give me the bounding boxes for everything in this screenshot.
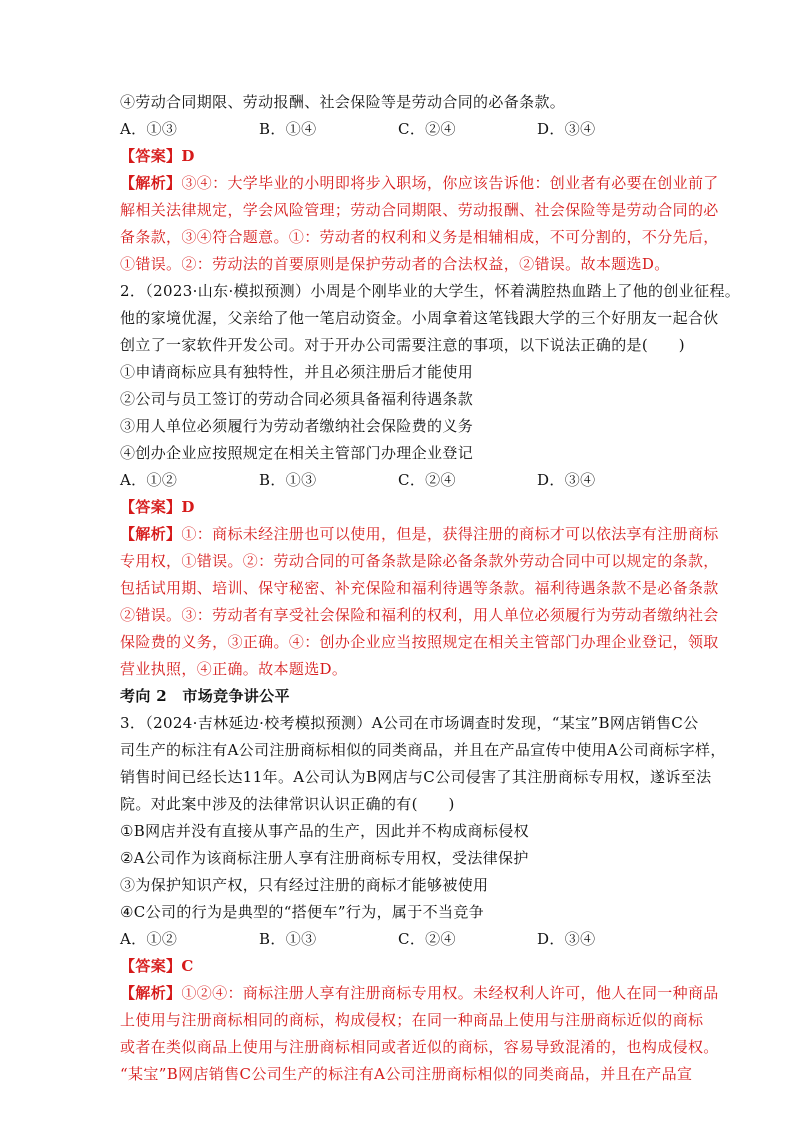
- document-page: [120, 92, 741, 1091]
- q3-option-b: B．①③: [259, 930, 317, 948]
- q3-statement-1: ①B网店并没有直接从事产品的生产，因此并不构成商标侵权: [120, 822, 529, 840]
- q3-analysis-line-2: 上使用与注册商标相同的商标，构成侵权；在同一种商品上使用与注册商标近似的商标: [120, 1011, 704, 1029]
- q3-answer: [120, 956, 690, 976]
- q2-options: [120, 470, 690, 490]
- q3-stem-line-1: 3．（2024·吉林延边·校考模拟预测）A公司在市场调查时发现，“某宝”B网店销售C公: [120, 714, 699, 732]
- q3-statement-2: ②A公司作为该商标注册人享有注册商标专用权，受法律保护: [120, 849, 529, 867]
- q2-analysis-label: 【解析】: [120, 525, 182, 543]
- q2-stem-line-1: 2．（2023·山东·模拟预测）小周是个刚毕业的大学生，怀着满腔热血踏上了他的创业征程。: [120, 282, 741, 300]
- q3-option-d: D．③④: [537, 930, 596, 948]
- q2-statement-4: ④创办企业应按照规定在相关主管部门办理企业登记: [120, 444, 474, 462]
- q2-analysis-line-4: ②错误。③：劳动者有享受社会保险和福利的权利，用人单位必须履行为劳动者缴纳社会: [120, 606, 719, 624]
- q2-stem-line-2: 他的家境优渥，父亲给了他一笔启动资金。小周拿着这笔钱跟大学的三个好朋友一起合伙: [120, 309, 719, 327]
- q2-option-c: C．②④: [398, 471, 456, 489]
- q2-statement-2: ②公司与员工签订的劳动合同必须具备福利待遇条款: [120, 390, 474, 408]
- q3-stem-line-4: 院。对此案中涉及的法律常识认识正确的有( ): [120, 795, 455, 813]
- q1-analysis-line-3: 备条款，③④符合题意。①：劳动者的权利和义务是相辅相成，不可分割的，不分先后，: [120, 228, 719, 246]
- q3-analysis-line-3: 或者在类似商品上使用与注册商标相同或者近似的商标，容易导致混淆的，也构成侵权。: [120, 1038, 719, 1056]
- q3-stem-line-3: 销售时间已经长达11年。A公司认为B网店与C公司侵害了其注册商标专用权，遂诉至法: [120, 768, 712, 786]
- q2-analysis-line-1: 【解析】①：商标未经注册也可以使用，但是，获得注册的商标才可以依法享有注册商标: [120, 525, 719, 543]
- q3-statement-3: ③为保护知识产权，只有经过注册的商标才能够被使用: [120, 876, 489, 894]
- q3-options: [120, 929, 690, 949]
- q1-answer-label: 【答案】: [120, 147, 182, 165]
- q2-statement-3: ③用人单位必须履行为劳动者缴纳社会保险费的义务: [120, 417, 474, 435]
- q1-option-c: C．②④: [398, 120, 456, 138]
- q1-options: [120, 119, 690, 139]
- q2-answer: [120, 497, 690, 517]
- q1-answer-value: D: [181, 147, 195, 165]
- q2-analysis-line-3: 包括试用期、培训、保守秘密、补充保险和福利待遇等条款。福利待遇条款不是必备条款: [120, 579, 719, 597]
- q3-option-c: C．②④: [398, 930, 456, 948]
- q3-stem-line-2: 司生产的标注有A公司注册商标相似的同类商品，并且在产品宣传中使用A公司商标字样，: [120, 741, 726, 759]
- q2-option-d: D．③④: [537, 471, 596, 489]
- q3-answer-value: C: [181, 957, 194, 975]
- q3-answer-label: 【答案】: [120, 957, 182, 975]
- q1-option-d: D．③④: [537, 120, 596, 138]
- q2-option-a: A．①②: [120, 471, 178, 489]
- q2-answer-value: D: [181, 498, 195, 516]
- q2-analysis-line-2: 专用权，①错误。②：劳动合同的可备条款是除必备条款外劳动合同中可以规定的条款，: [120, 552, 719, 570]
- section-title: 考向 2 市场竞争讲公平: [120, 687, 290, 705]
- q2-answer-label: 【答案】: [120, 498, 182, 516]
- q1-option-b: B．①④: [259, 120, 317, 138]
- q2-option-b: B．①③: [259, 471, 317, 489]
- q1-answer: [120, 146, 690, 166]
- q1-analysis-line-1: 【解析】③④：大学毕业的小明即将步入职场，你应该告诉他：创业者有必要在创业前了: [120, 174, 719, 192]
- q1-analysis-label: 【解析】: [120, 174, 182, 192]
- q2-statement-1: ①申请商标应具有独特性，并且必须注册后才能使用: [120, 363, 474, 381]
- q3-analysis-label: 【解析】: [120, 984, 182, 1002]
- q3-statement-4: ④C公司的行为是典型的“搭便车”行为，属于不当竞争: [120, 903, 485, 921]
- q2-analysis-line-6: 营业执照，④正确。故本题选D。: [120, 660, 348, 678]
- q3-analysis-line-4: “某宝”B网店销售C公司生产的标注有A公司注册商标相似的同类商品，并且在产品宣: [120, 1065, 693, 1083]
- q3-analysis-line-1: 【解析】①②④：商标注册人享有注册商标专用权。未经权利人许可，他人在同一种商品: [120, 984, 719, 1002]
- q2-analysis-line-5: 保险费的义务，③正确。④：创办企业应当按照规定在相关主管部门办理企业登记，领取: [120, 633, 719, 651]
- q1-statement-4: ④劳动合同期限、劳动报酬、社会保险等是劳动合同的必备条款。: [120, 93, 566, 111]
- q1-option-a: A．①③: [120, 120, 178, 138]
- q2-stem-line-3: 创立了一家软件开发公司。对于开办公司需要注意的事项，以下说法正确的是( ): [120, 336, 686, 354]
- q1-analysis-line-4: ①错误。②：劳动法的首要原则是保护劳动者的合法权益，②错误。故本题选D。: [120, 255, 670, 273]
- q1-analysis-line-2: 解相关法律规定，学会风险管理；劳动合同期限、劳动报酬、社会保险等是劳动合同的必: [120, 201, 719, 219]
- q3-option-a: A．①②: [120, 930, 178, 948]
